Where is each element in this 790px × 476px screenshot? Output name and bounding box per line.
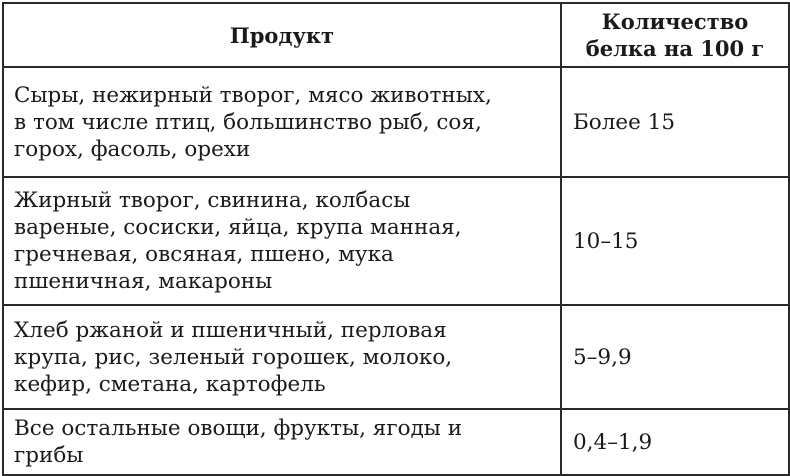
header-product-label: Продукт bbox=[229, 22, 335, 48]
table-row bbox=[3, 67, 789, 177]
product-line: грибы bbox=[14, 443, 84, 468]
product-line: крупа, рис, зеленый горошек, молоко, bbox=[14, 344, 453, 370]
product-line: горох, фасоль, орехи bbox=[14, 136, 251, 162]
protein-cell bbox=[561, 409, 789, 475]
protein-value: 10–15 bbox=[573, 228, 639, 254]
table-row bbox=[3, 409, 789, 475]
protein-cell bbox=[561, 67, 789, 177]
table-row bbox=[3, 177, 789, 305]
product-line: вареные, сосиски, яйца, крупа манная, bbox=[14, 215, 462, 240]
table-row bbox=[3, 305, 789, 409]
product-line: Все остальные овощи, фрукты, ягоды и bbox=[14, 416, 463, 441]
protein-content-table bbox=[2, 2, 790, 476]
product-cell bbox=[3, 67, 561, 177]
protein-cell bbox=[561, 177, 789, 305]
protein-cell bbox=[561, 305, 789, 409]
product-line: Хлеб ржаной и пшеничный, перловая bbox=[14, 317, 447, 343]
table-header-row bbox=[3, 3, 789, 67]
protein-value: Более 15 bbox=[573, 109, 676, 135]
header-protein bbox=[561, 3, 789, 67]
product-cell bbox=[3, 177, 561, 305]
product-line: Жирный творог, свинина, колбасы bbox=[14, 188, 411, 213]
product-line: Сыры, нежирный творог, мясо животных, bbox=[14, 82, 492, 108]
product-line: кефир, сметана, картофель bbox=[14, 371, 326, 397]
protein-value: 0,4–1,9 bbox=[573, 429, 653, 455]
product-cell bbox=[3, 305, 561, 409]
product-line: в том числе птиц, большинство рыб, соя, bbox=[14, 109, 482, 135]
product-line: гречневая, овсяная, пшено, мука bbox=[14, 242, 394, 267]
header-protein-line1: Количество bbox=[601, 9, 749, 34]
product-cell bbox=[3, 409, 561, 475]
product-line: пшеничная, макароны bbox=[14, 269, 273, 294]
header-product bbox=[3, 3, 561, 67]
header-protein-line2: белка на 100 г bbox=[585, 36, 765, 61]
protein-value: 5–9,9 bbox=[573, 344, 632, 370]
